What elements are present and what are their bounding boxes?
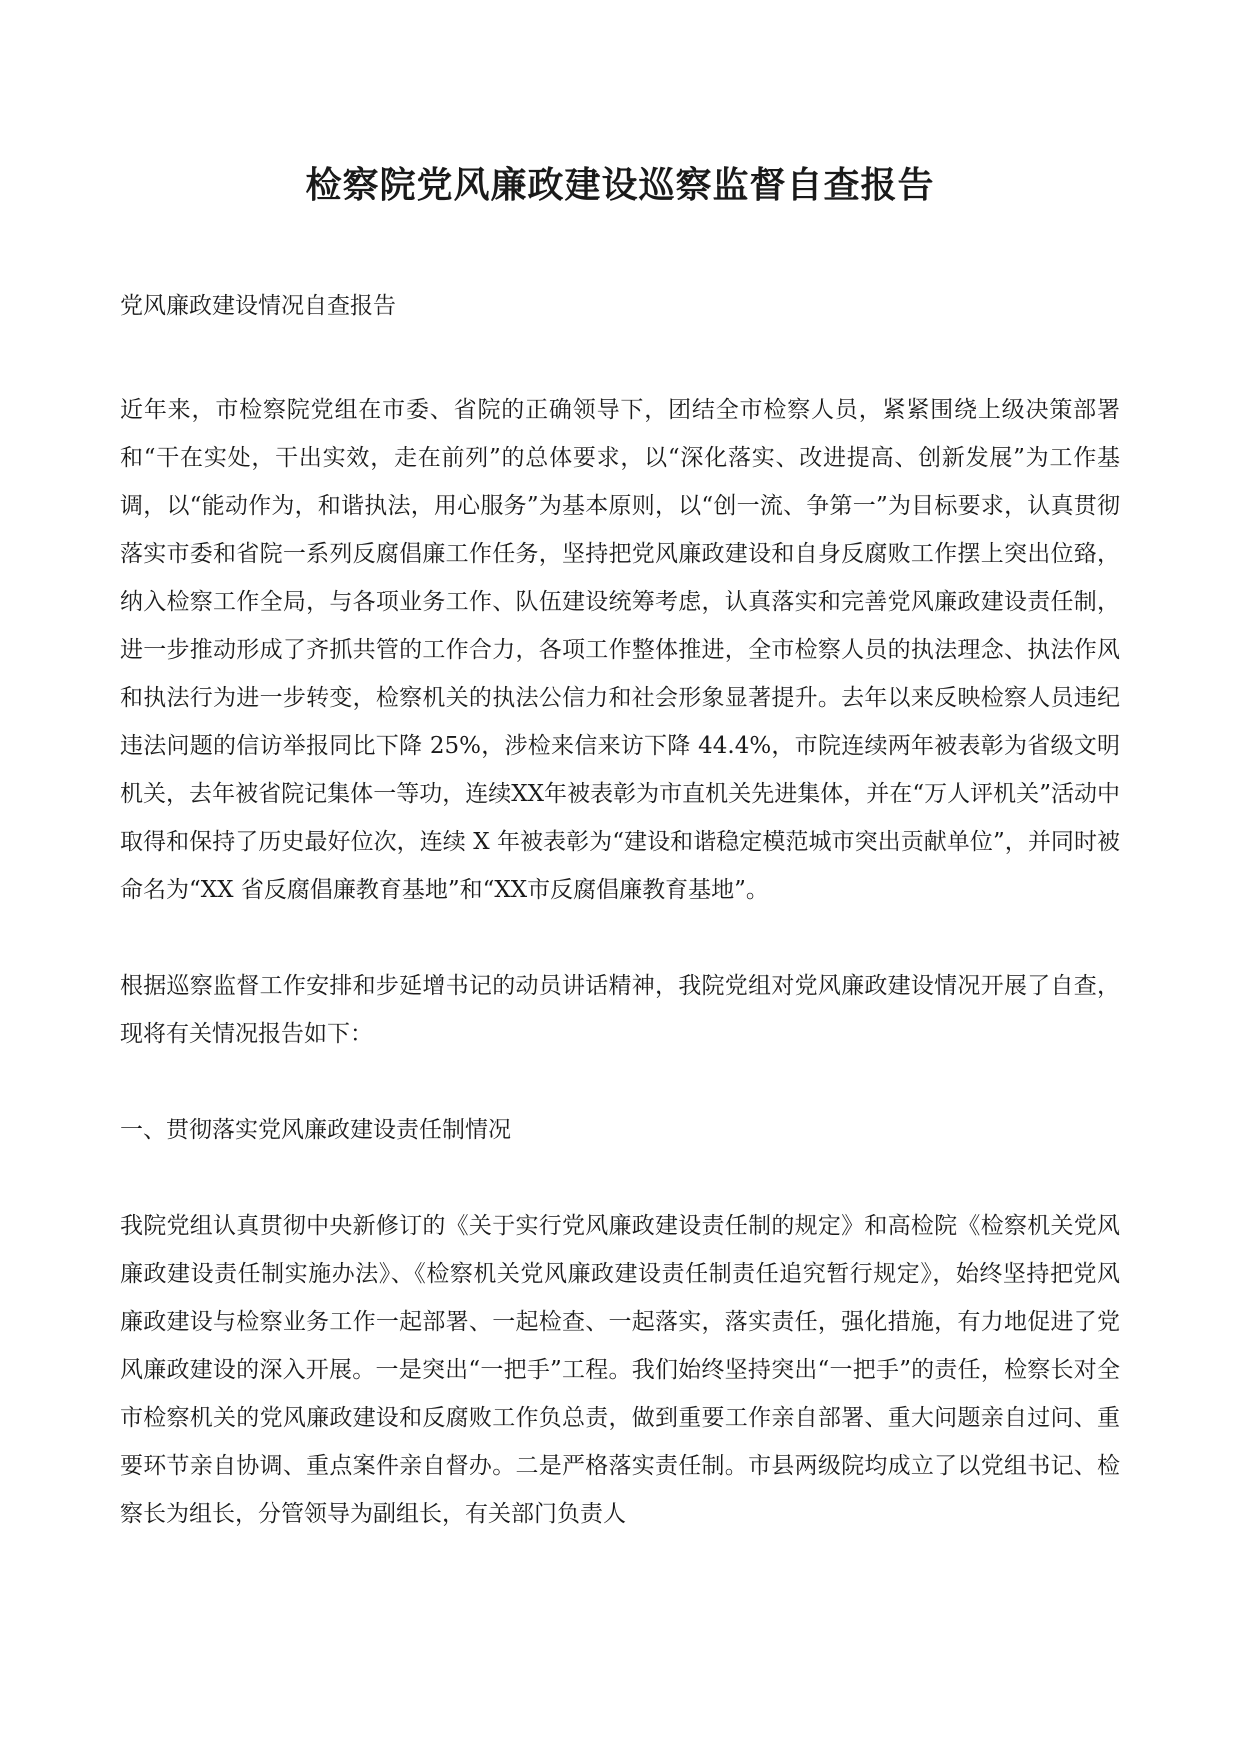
- document-subtitle: 党风廉政建设情况自查报告: [120, 293, 396, 319]
- intro-paragraph: 近年来，市检察院党组在市委、省院的正确领导下，团结全市检察人员，紧紧围绕上级决策部署和“干在实处，干出实效，走在前列”的总体要求，以“深化落实、改进提高、创新发展”为工作基调，以“能动作为，和谐执法，用心服务”为基本原则，以“创一流、争第一”为目标要求，认真贯彻落实市委和省院一系列反腐倡廉工作任务，坚持把党风廉政建设和自身反腐败工作摆上突出位臵，纳入检察工作全局，与各项业务工作、队伍建设统筹考虑，认真落实和完善党风廉政建设责任制，进一步推动形成了齐抓共管的工作合力，各项工作整体推进，全市检察人员的执法理念、执法作风和执法行为进一步转变，检察机关的执法公信力和社会形象显著提升。去年以来反映检察人员违纪违法问题的信访举报同比下降 25%，涉检来信来访下降 44.4%，市院连续两年被表彰为省级文明机关，去年被省院记集体一等功，连续XX年被表彰为市直机关先进集体，并在“万人评机关”活动中取得和保持了历史最好位次，连续 X 年被表彰为“建设和谐稳定模范城市突出贡献单位”，并同时被命名为“XX 省反腐倡廉教育基地”和“XX市反腐倡廉教育基地”。: [120, 397, 1120, 903]
- document-title: 检察院党风廉政建设巡察监督自查报告: [305, 164, 935, 206]
- document-body: [120, 282, 1120, 1538]
- section-body-paragraph: 我院党组认真贯彻中央新修订的《关于实行党风廉政建设责任制的规定》和高检院《检察机关党风廉政建设责任制实施办法》、《检察机关党风廉政建设责任制责任追究暂行规定》，始终坚持把党风廉政建设与检察业务工作一起部署、一起检查、一起落实，落实责任，强化措施，有力地促进了党风廉政建设的深入开展。一是突出“一把手”工程。我们始终坚持突出“一把手”的责任，检察长对全市检察机关的党风廉政建设和反腐败工作负总责，做到重要工作亲自部署、重大问题亲自过问、重要环节亲自协调、重点案件亲自督办。二是严格落实责任制。市县两级院均成立了以党组书记、检察长为组长，分管领导为副组长，有关部门负责人: [120, 1213, 1120, 1527]
- section-heading: 一、贯彻落实党风廉政建设责任制情况: [120, 1117, 511, 1143]
- basis-paragraph: 根据巡察监督工作安排和步延增书记的动员讲话精神，我院党组对党风廉政建设情况开展了自查，现将有关情况报告如下：: [120, 973, 1120, 1047]
